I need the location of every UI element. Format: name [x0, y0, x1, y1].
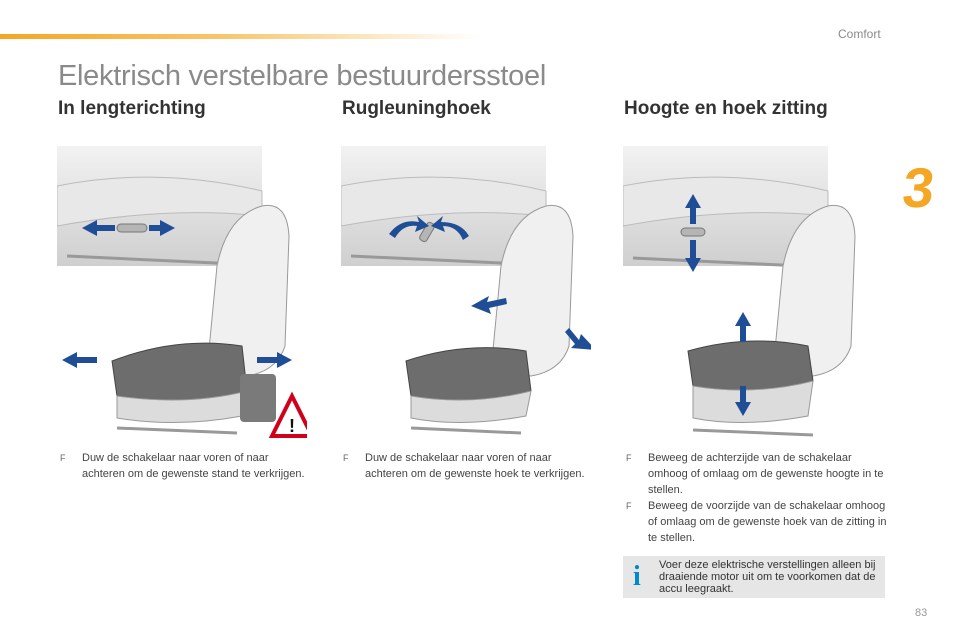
section-name: Comfort: [838, 27, 881, 41]
bullet: F: [343, 453, 349, 463]
instruction-longitudinal: [60, 450, 310, 482]
bag-obstacle: [240, 374, 276, 422]
seat-longitudinal-adjustment-illustration: [57, 146, 307, 441]
instruction-text: Duw de schakelaar naar voren of naar achteren om de gewenste stand te verkrijgen.: [82, 452, 305, 480]
note-text: Voer deze elektrische verstellingen alleen bij draaiende motor uit om te voorkomen dat de accu leegraakt.: [659, 559, 876, 595]
heading-longitudinal: In lengterichting: [58, 98, 206, 119]
seat-cushion: [112, 343, 247, 400]
seat-cushion: [406, 348, 531, 400]
seat-longitudinal-svg: [57, 146, 307, 441]
header-accent-bar: [0, 34, 480, 39]
heading-backrest: Rugleuninghoek: [342, 98, 491, 119]
warning-mark: !: [289, 416, 295, 436]
bullet: F: [626, 501, 632, 511]
switch: [681, 228, 705, 236]
instruction-text: Duw de schakelaar naar voren of naar achteren om de gewenste hoek te verkrijgen.: [365, 452, 585, 480]
instruction-text: Beweeg de achterzijde van de schakelaar omhoog of omlaag om de gewenste hoogte in te stellen.: [648, 452, 884, 496]
heading-height-tilt: Hoogte en hoek zitting: [624, 98, 828, 119]
chapter-number: 3: [899, 156, 936, 219]
instruction-backrest: [343, 450, 593, 482]
seat-height-tilt-illustration: [623, 146, 873, 441]
switch: [117, 224, 147, 232]
bullet: F: [60, 453, 66, 463]
instruction-height-2: [626, 498, 888, 546]
seat-rail: [117, 428, 237, 433]
instruction-text: Beweeg de voorzijde van de schakelaar omhoog of omlaag om de gewenste hoek van de zitting in te stellen.: [648, 500, 887, 544]
instruction-height-1: [626, 450, 888, 498]
seat-backrest-angle-illustration: [341, 146, 591, 441]
seat-rail: [411, 428, 521, 433]
seat-height-svg: [623, 146, 873, 441]
bullet: F: [626, 453, 632, 463]
info-note: [623, 556, 885, 598]
info-icon: i: [633, 561, 641, 592]
seat-backrest-svg: [341, 146, 591, 441]
page-number: 83: [915, 607, 928, 619]
seat-cushion: [688, 341, 813, 390]
page-title: Elektrisch verstelbare bestuurdersstoel: [58, 60, 546, 92]
seat-rail: [693, 430, 813, 435]
